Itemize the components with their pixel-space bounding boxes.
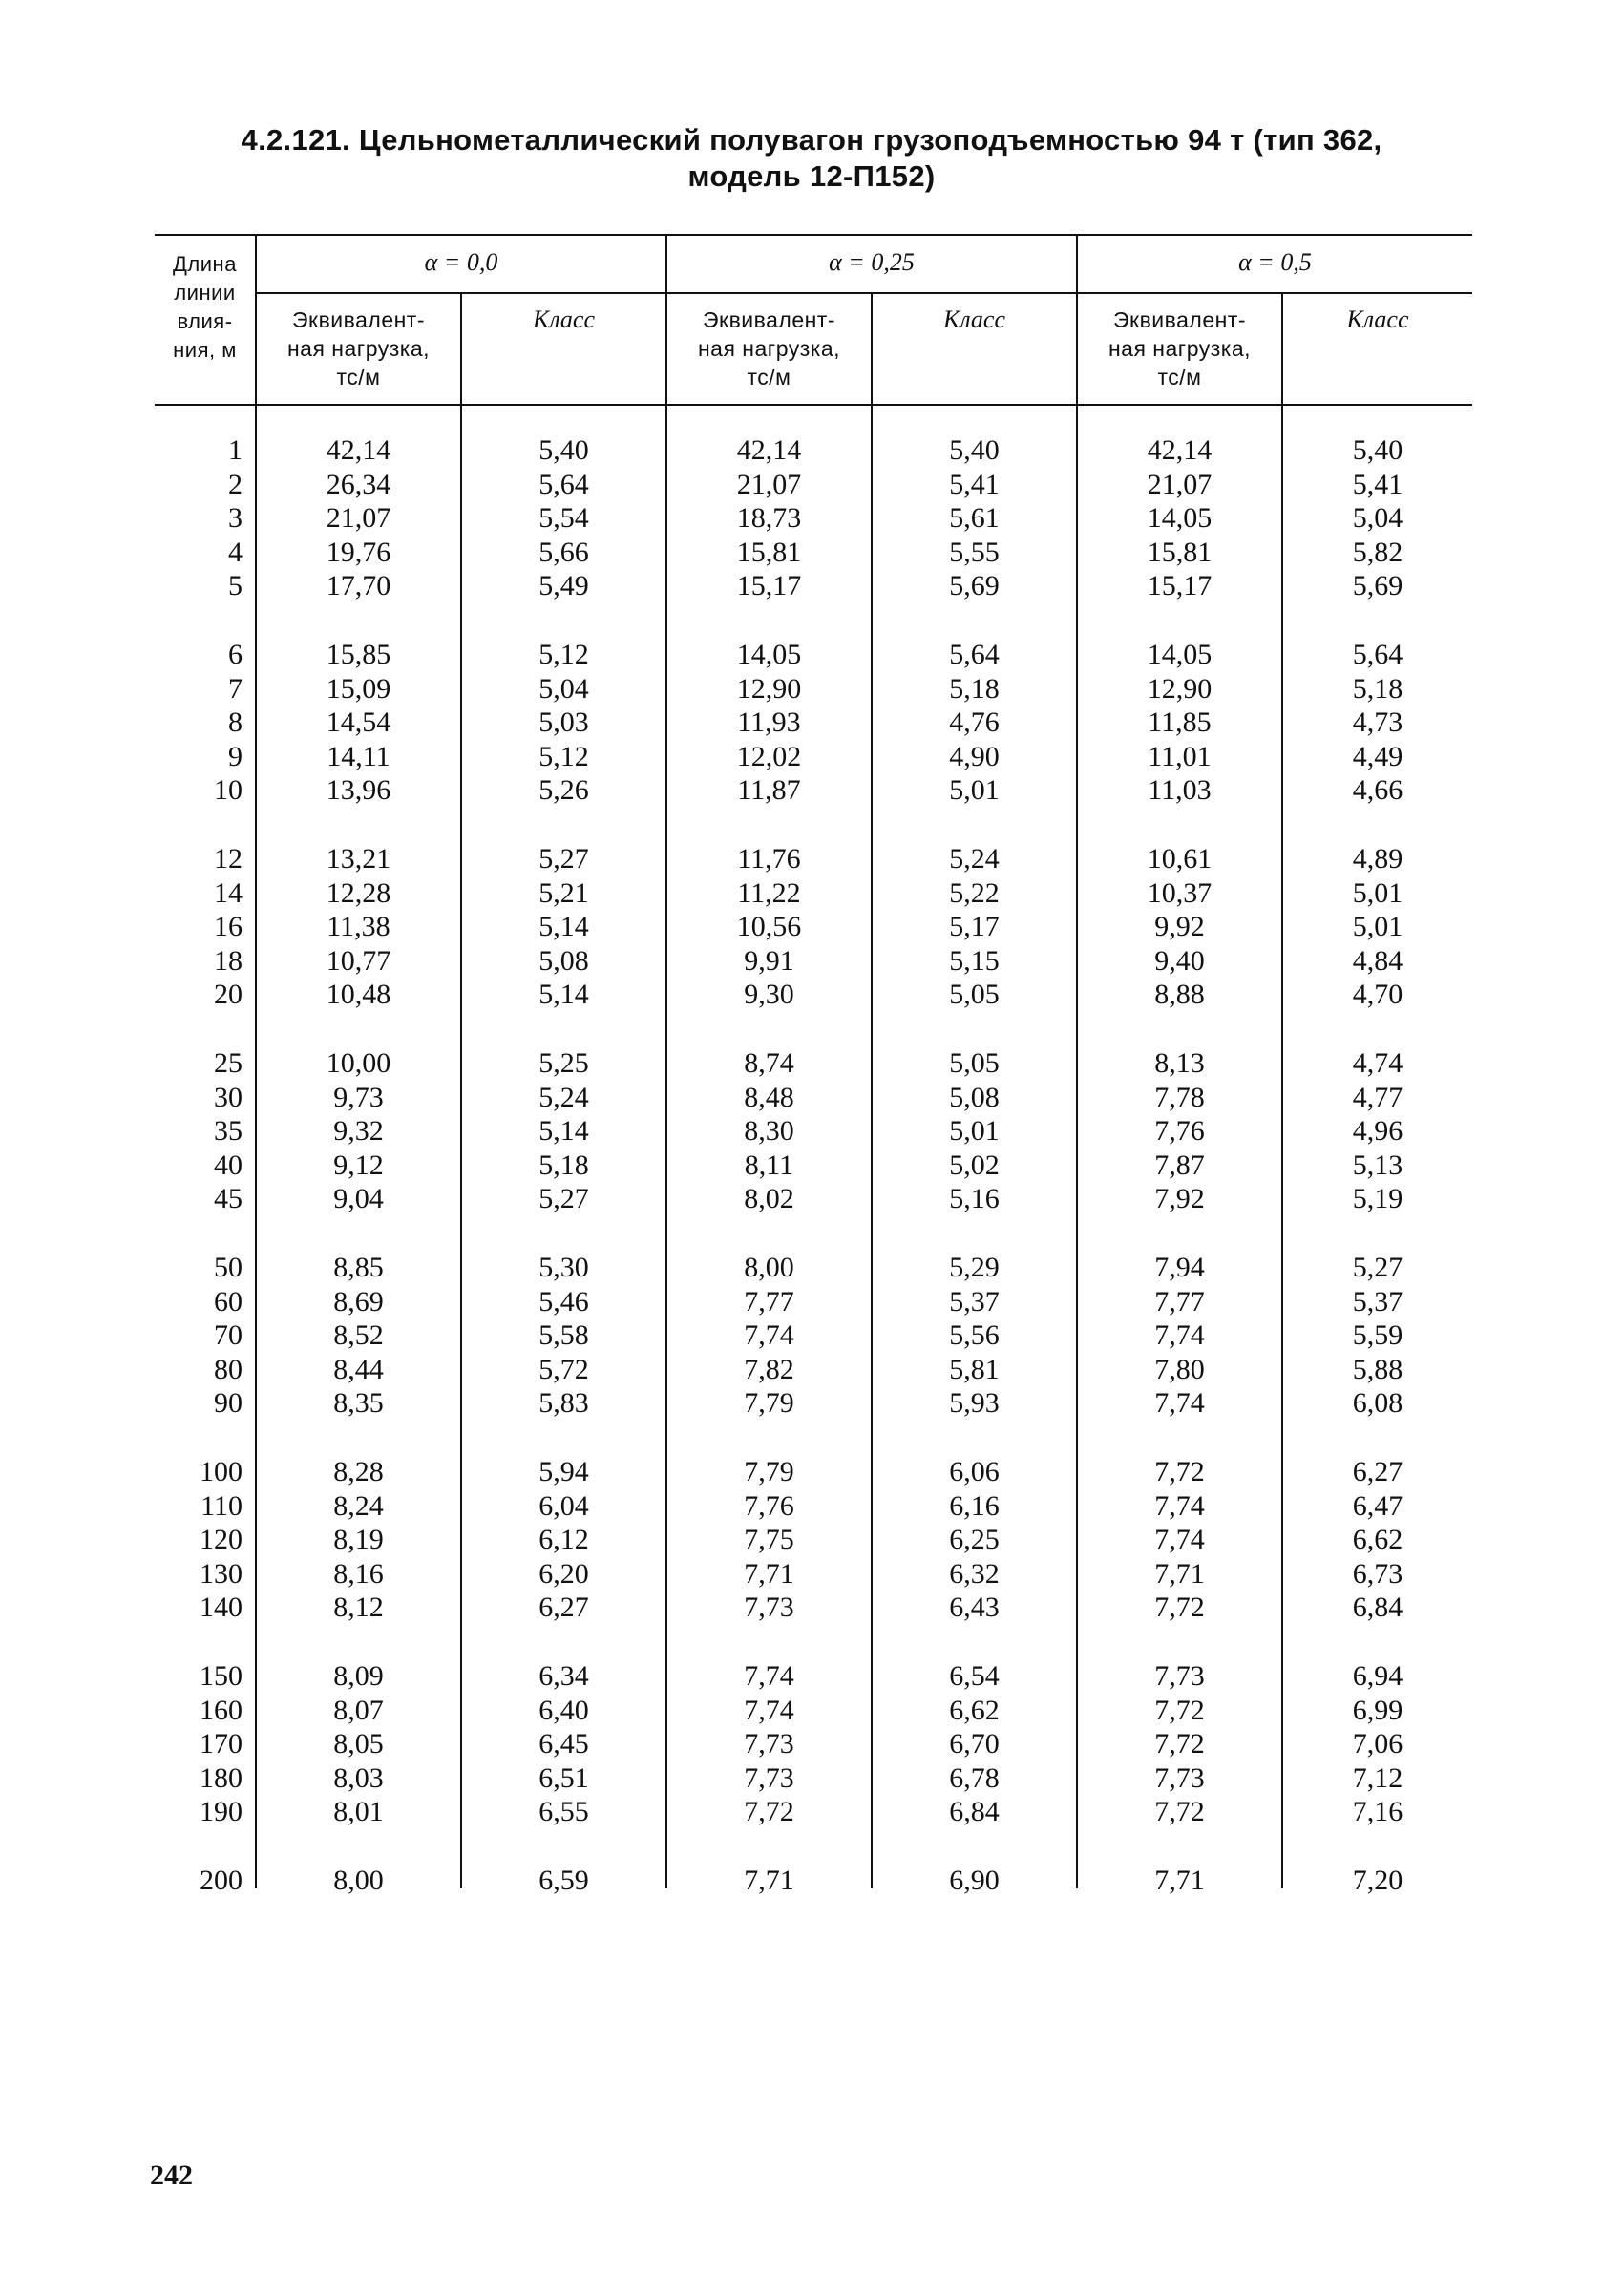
page-title bbox=[153, 122, 1470, 195]
length-cell: 170 bbox=[200, 1728, 243, 1760]
class-cell: 5,40 bbox=[1352, 434, 1403, 466]
class-cell: 5,18 bbox=[538, 1149, 589, 1181]
load-cell: 8,11 bbox=[744, 1149, 794, 1181]
load-cell: 7,79 bbox=[744, 1387, 794, 1420]
load-cell: 15,17 bbox=[1147, 570, 1213, 602]
class-cell: 6,51 bbox=[538, 1761, 589, 1794]
load-cell: 21,07 bbox=[736, 468, 802, 500]
class-cell: 6,40 bbox=[538, 1694, 589, 1726]
load-cell: 7,75 bbox=[744, 1524, 794, 1556]
class-cell: 6,62 bbox=[1352, 1524, 1403, 1556]
load-cell: 26,34 bbox=[326, 468, 391, 500]
class-cell: 5,37 bbox=[949, 1285, 1000, 1318]
load-cell: 8,13 bbox=[1154, 1047, 1205, 1079]
load-cell: 12,90 bbox=[736, 672, 802, 705]
class-cell: 6,84 bbox=[1352, 1592, 1403, 1624]
load-cell: 8,01 bbox=[333, 1796, 384, 1828]
class-cell: 4,77 bbox=[1352, 1081, 1403, 1113]
load-cell: 7,74 bbox=[744, 1660, 794, 1692]
load-header-line: ная нагрузка, bbox=[697, 336, 841, 361]
length-cell: 50 bbox=[214, 1252, 243, 1283]
load-cell: 12,90 bbox=[1147, 672, 1213, 705]
load-cell: 19,76 bbox=[326, 536, 391, 568]
class-cell: 5,24 bbox=[538, 1081, 589, 1113]
class-cell: 7,20 bbox=[1352, 1865, 1403, 1896]
length-cell: 25 bbox=[214, 1047, 243, 1079]
title-line-1: 4.2.121. Цельнометаллический полувагон грузоподъемностью 94 т (тип 362, bbox=[241, 123, 1382, 157]
load-cell: 42,14 bbox=[1147, 434, 1213, 466]
load-cell: 7,77 bbox=[1154, 1285, 1205, 1318]
load-cell: 15,17 bbox=[736, 570, 802, 602]
class-cell: 5,16 bbox=[949, 1183, 1000, 1215]
class-cell: 5,40 bbox=[949, 434, 1000, 466]
class-cell: 5,14 bbox=[538, 911, 589, 943]
length-cell: 160 bbox=[200, 1694, 243, 1726]
length-cell: 4 bbox=[228, 536, 243, 568]
class-cell: 5,13 bbox=[1352, 1149, 1403, 1181]
length-cell: 190 bbox=[200, 1796, 243, 1828]
load-cell: 7,71 bbox=[744, 1557, 794, 1590]
class-cell: 5,24 bbox=[949, 843, 1000, 875]
load-cell: 7,73 bbox=[1154, 1761, 1205, 1794]
load-cell: 7,74 bbox=[1154, 1524, 1205, 1556]
page-number: 242 bbox=[150, 2160, 193, 2191]
class-cell: 5,30 bbox=[538, 1252, 589, 1283]
class-cell: 5,56 bbox=[949, 1319, 1000, 1352]
class-cell: 5,27 bbox=[538, 1183, 589, 1215]
class-cell: 5,08 bbox=[538, 944, 589, 977]
class-cell: 5,81 bbox=[949, 1353, 1000, 1385]
class-cell: 6,34 bbox=[538, 1660, 589, 1692]
class-cell: 6,27 bbox=[1352, 1456, 1403, 1487]
length-cell: 45 bbox=[214, 1183, 243, 1215]
class-cell: 4,89 bbox=[1352, 843, 1403, 875]
class-cell: 5,64 bbox=[1352, 639, 1403, 670]
class-cell: 6,25 bbox=[949, 1524, 1000, 1556]
load-cell: 9,40 bbox=[1154, 944, 1205, 977]
load-cell: 7,74 bbox=[1154, 1489, 1205, 1522]
load-cell: 15,09 bbox=[326, 672, 391, 705]
alpha-group-header: α = 0,5 bbox=[1238, 248, 1312, 276]
load-cell: 7,78 bbox=[1154, 1081, 1205, 1113]
length-cell: 90 bbox=[214, 1387, 243, 1420]
class-cell: 5,64 bbox=[538, 468, 589, 500]
class-cell: 5,12 bbox=[538, 639, 589, 670]
class-cell: 6,84 bbox=[949, 1796, 1000, 1828]
load-cell: 8,24 bbox=[333, 1489, 384, 1522]
class-cell: 7,06 bbox=[1352, 1728, 1403, 1760]
class-cell: 5,69 bbox=[1352, 570, 1403, 602]
load-header-line: Эквивалент- bbox=[1112, 307, 1247, 332]
length-header bbox=[155, 250, 255, 365]
group-header-rule bbox=[257, 292, 1472, 294]
load-header-line: тс/м bbox=[336, 365, 381, 390]
class-cell: 6,08 bbox=[1352, 1387, 1403, 1420]
load-cell: 18,73 bbox=[736, 502, 802, 535]
load-cell: 8,52 bbox=[333, 1319, 384, 1352]
class-cell: 5,21 bbox=[538, 876, 589, 909]
class-cell: 5,58 bbox=[538, 1319, 589, 1352]
length-cell: 60 bbox=[214, 1285, 243, 1318]
load-cell: 7,77 bbox=[744, 1285, 794, 1318]
length-cell: 120 bbox=[200, 1524, 243, 1556]
class-cell: 5,18 bbox=[1352, 672, 1403, 705]
load-cell: 7,73 bbox=[744, 1761, 794, 1794]
class-cell: 5,19 bbox=[1352, 1183, 1403, 1215]
class-cell: 5,03 bbox=[538, 706, 589, 739]
load-cell: 13,96 bbox=[326, 774, 391, 807]
load-cell: 21,07 bbox=[326, 502, 391, 535]
length-cell: 35 bbox=[214, 1115, 243, 1148]
class-cell: 6,73 bbox=[1352, 1557, 1403, 1590]
load-cell: 7,87 bbox=[1154, 1149, 1205, 1181]
class-cell: 5,15 bbox=[949, 944, 1000, 977]
class-cell: 5,22 bbox=[949, 876, 1000, 909]
class-cell: 4,73 bbox=[1352, 706, 1403, 739]
class-cell: 5,01 bbox=[949, 1115, 1000, 1148]
class-cell: 4,84 bbox=[1352, 944, 1403, 977]
class-cell: 5,46 bbox=[538, 1285, 589, 1318]
load-cell: 14,05 bbox=[1147, 502, 1213, 535]
load-cell: 10,77 bbox=[326, 944, 391, 977]
load-cell: 8,02 bbox=[744, 1183, 794, 1215]
class-cell: 5,41 bbox=[949, 468, 1000, 500]
class-cell: 5,69 bbox=[949, 570, 1000, 602]
load-cell: 7,76 bbox=[1154, 1115, 1205, 1148]
class-cell: 5,01 bbox=[949, 774, 1000, 807]
length-header-line: линии bbox=[174, 281, 236, 305]
load-cell: 7,71 bbox=[1154, 1865, 1205, 1896]
load-cell: 42,14 bbox=[736, 434, 802, 466]
class-cell: 5,01 bbox=[1352, 876, 1403, 909]
load-cell: 7,76 bbox=[744, 1489, 794, 1522]
load-cell: 9,92 bbox=[1154, 911, 1205, 943]
table-top-rule bbox=[155, 234, 1472, 236]
class-cell: 5,93 bbox=[949, 1387, 1000, 1420]
load-cell: 7,74 bbox=[1154, 1387, 1205, 1420]
class-header: Класс bbox=[943, 306, 1005, 333]
load-cell: 12,28 bbox=[326, 876, 391, 909]
class-cell: 5,27 bbox=[1352, 1252, 1403, 1283]
load-cell: 12,02 bbox=[736, 740, 802, 772]
load-cell: 11,22 bbox=[737, 876, 801, 909]
load-cell: 7,82 bbox=[744, 1353, 794, 1385]
load-cell: 7,72 bbox=[744, 1796, 794, 1828]
length-cell: 100 bbox=[200, 1456, 243, 1487]
load-header-line: ная нагрузка, bbox=[1107, 336, 1252, 361]
class-cell: 4,76 bbox=[949, 706, 1000, 739]
load-cell: 15,81 bbox=[1147, 536, 1213, 568]
length-cell: 6 bbox=[228, 639, 243, 670]
class-header: Класс bbox=[533, 306, 595, 333]
load-header-line: ная нагрузка, bbox=[286, 336, 431, 361]
class-cell: 5,61 bbox=[949, 502, 1000, 535]
class-cell: 7,16 bbox=[1352, 1796, 1403, 1828]
load-cell: 11,01 bbox=[1148, 740, 1212, 772]
title-line-2: модель 12-П152) bbox=[687, 159, 936, 193]
class-cell: 5,59 bbox=[1352, 1319, 1403, 1352]
load-cell: 8,30 bbox=[744, 1115, 794, 1148]
load-cell: 15,85 bbox=[326, 639, 391, 670]
load-cell: 11,38 bbox=[327, 911, 390, 943]
load-cell: 8,44 bbox=[333, 1353, 384, 1385]
class-cell: 5,54 bbox=[538, 502, 589, 535]
load-cell: 8,69 bbox=[333, 1285, 384, 1318]
length-cell: 130 bbox=[200, 1557, 243, 1590]
length-cell: 3 bbox=[228, 502, 243, 535]
load-cell: 11,85 bbox=[1148, 706, 1212, 739]
class-cell: 6,90 bbox=[949, 1865, 1000, 1896]
class-cell: 5,18 bbox=[949, 672, 1000, 705]
load-cell: 7,72 bbox=[1154, 1694, 1205, 1726]
length-cell: 80 bbox=[214, 1353, 243, 1385]
length-cell: 8 bbox=[228, 706, 243, 739]
load-cell: 8,07 bbox=[333, 1694, 384, 1726]
class-cell: 5,55 bbox=[949, 536, 1000, 568]
load-cell: 11,03 bbox=[1148, 774, 1212, 807]
class-cell: 6,55 bbox=[538, 1796, 589, 1828]
load-cell: 14,05 bbox=[1147, 639, 1213, 670]
load-cell: 7,72 bbox=[1154, 1456, 1205, 1487]
length-cell: 200 bbox=[200, 1865, 243, 1896]
load-cell: 8,35 bbox=[333, 1387, 384, 1420]
alpha-group-header: α = 0,0 bbox=[424, 248, 498, 276]
class-cell: 6,59 bbox=[538, 1865, 589, 1896]
class-cell: 5,41 bbox=[1352, 468, 1403, 500]
load-cell: 7,72 bbox=[1154, 1796, 1205, 1828]
class-cell: 6,47 bbox=[1352, 1489, 1403, 1522]
load-cell: 8,74 bbox=[744, 1047, 794, 1079]
load-cell: 7,73 bbox=[744, 1728, 794, 1760]
load-cell: 7,72 bbox=[1154, 1592, 1205, 1624]
load-cell: 10,37 bbox=[1147, 876, 1213, 909]
class-cell: 6,45 bbox=[538, 1728, 589, 1760]
class-cell: 6,04 bbox=[538, 1489, 589, 1522]
class-cell: 5,88 bbox=[1352, 1353, 1403, 1385]
class-cell: 5,49 bbox=[538, 570, 589, 602]
class-cell: 6,54 bbox=[949, 1660, 1000, 1692]
class-cell: 4,96 bbox=[1352, 1115, 1403, 1148]
length-cell: 140 bbox=[200, 1592, 243, 1624]
load-cell: 11,93 bbox=[737, 706, 801, 739]
class-cell: 4,66 bbox=[1352, 774, 1403, 807]
class-cell: 5,14 bbox=[538, 979, 589, 1011]
class-cell: 6,06 bbox=[949, 1456, 1000, 1487]
load-cell: 14,05 bbox=[736, 639, 802, 670]
class-cell: 5,26 bbox=[538, 774, 589, 807]
class-header: Класс bbox=[1346, 306, 1409, 333]
load-cell: 14,11 bbox=[327, 740, 390, 772]
load-header bbox=[257, 306, 460, 391]
load-cell: 9,73 bbox=[333, 1081, 384, 1113]
class-cell: 4,74 bbox=[1352, 1047, 1403, 1079]
load-cell: 8,85 bbox=[333, 1252, 384, 1283]
load-cell: 10,00 bbox=[326, 1047, 391, 1079]
load-header-line: тс/м bbox=[1157, 365, 1202, 390]
class-cell: 5,82 bbox=[1352, 536, 1403, 568]
class-cell: 6,62 bbox=[949, 1694, 1000, 1726]
class-cell: 5,72 bbox=[538, 1353, 589, 1385]
load-cell: 8,00 bbox=[333, 1865, 384, 1896]
class-cell: 5,83 bbox=[538, 1387, 589, 1420]
load-cell: 8,09 bbox=[333, 1660, 384, 1692]
load-cell: 10,61 bbox=[1147, 843, 1213, 875]
load-cell: 9,30 bbox=[744, 979, 794, 1011]
class-cell: 5,40 bbox=[538, 434, 589, 466]
load-cell: 7,71 bbox=[744, 1865, 794, 1896]
load-cell: 7,73 bbox=[744, 1592, 794, 1624]
class-cell: 6,70 bbox=[949, 1728, 1000, 1760]
load-cell: 9,12 bbox=[333, 1149, 384, 1181]
class-cell: 4,49 bbox=[1352, 740, 1403, 772]
load-cell: 9,91 bbox=[744, 944, 794, 977]
length-cell: 9 bbox=[228, 740, 243, 772]
class-cell: 6,16 bbox=[949, 1489, 1000, 1522]
length-cell: 16 bbox=[214, 911, 243, 943]
length-cell: 40 bbox=[214, 1149, 243, 1181]
class-cell: 5,02 bbox=[949, 1149, 1000, 1181]
length-cell: 2 bbox=[228, 468, 243, 500]
load-cell: 7,73 bbox=[1154, 1660, 1205, 1692]
length-cell: 18 bbox=[214, 944, 243, 977]
length-cell: 14 bbox=[214, 876, 243, 909]
length-cell: 1 bbox=[228, 434, 243, 466]
load-header-line: Эквивалент- bbox=[291, 307, 426, 332]
load-cell: 9,32 bbox=[333, 1115, 384, 1148]
load-cell: 8,88 bbox=[1154, 979, 1205, 1011]
class-cell: 6,43 bbox=[949, 1592, 1000, 1624]
load-cell: 10,48 bbox=[326, 979, 391, 1011]
load-cell: 21,07 bbox=[1147, 468, 1213, 500]
class-cell: 6,94 bbox=[1352, 1660, 1403, 1692]
length-cell: 5 bbox=[228, 570, 243, 602]
load-header-line: Эквивалент- bbox=[702, 307, 836, 332]
class-cell: 5,29 bbox=[949, 1252, 1000, 1283]
load-cell: 42,14 bbox=[326, 434, 391, 466]
load-cell: 7,92 bbox=[1154, 1183, 1205, 1215]
class-cell: 5,25 bbox=[538, 1047, 589, 1079]
class-cell: 4,90 bbox=[949, 740, 1000, 772]
length-cell: 70 bbox=[214, 1319, 243, 1352]
load-header bbox=[1078, 306, 1281, 391]
class-cell: 6,27 bbox=[538, 1592, 589, 1624]
class-cell: 5,04 bbox=[1352, 502, 1403, 535]
load-cell: 15,81 bbox=[736, 536, 802, 568]
class-cell: 6,32 bbox=[949, 1557, 1000, 1590]
load-cell: 8,28 bbox=[333, 1456, 384, 1487]
load-cell: 8,12 bbox=[333, 1592, 384, 1624]
load-cell: 8,03 bbox=[333, 1761, 384, 1794]
class-cell: 5,27 bbox=[538, 843, 589, 875]
load-cell: 8,19 bbox=[333, 1524, 384, 1556]
load-cell: 7,74 bbox=[744, 1694, 794, 1726]
load-cell: 14,54 bbox=[326, 706, 391, 739]
load-cell: 11,76 bbox=[737, 843, 801, 875]
class-cell: 5,37 bbox=[1352, 1285, 1403, 1318]
load-cell: 7,80 bbox=[1154, 1353, 1205, 1385]
load-header bbox=[667, 306, 871, 391]
load-cell: 7,72 bbox=[1154, 1728, 1205, 1760]
class-cell: 5,17 bbox=[949, 911, 1000, 943]
load-cell: 8,48 bbox=[744, 1081, 794, 1113]
load-cell: 9,04 bbox=[333, 1183, 384, 1215]
length-cell: 30 bbox=[214, 1081, 243, 1113]
class-cell: 5,64 bbox=[949, 639, 1000, 670]
class-cell: 6,12 bbox=[538, 1524, 589, 1556]
class-cell: 7,12 bbox=[1352, 1761, 1403, 1794]
load-cell: 7,79 bbox=[744, 1456, 794, 1487]
class-cell: 6,78 bbox=[949, 1761, 1000, 1794]
class-cell: 5,12 bbox=[538, 740, 589, 772]
class-cell: 5,66 bbox=[538, 536, 589, 568]
class-cell: 5,94 bbox=[538, 1456, 589, 1487]
load-cell: 17,70 bbox=[326, 570, 391, 602]
class-cell: 6,20 bbox=[538, 1557, 589, 1590]
class-cell: 6,99 bbox=[1352, 1694, 1403, 1726]
class-cell: 5,05 bbox=[949, 1047, 1000, 1079]
load-cell: 7,74 bbox=[744, 1319, 794, 1352]
length-cell: 7 bbox=[228, 672, 243, 705]
load-cell: 7,74 bbox=[1154, 1319, 1205, 1352]
length-cell: 20 bbox=[214, 979, 243, 1011]
load-cell: 7,94 bbox=[1154, 1252, 1205, 1283]
load-cell: 8,16 bbox=[333, 1557, 384, 1590]
load-cell: 11,87 bbox=[737, 774, 801, 807]
load-header-line: тс/м bbox=[747, 365, 791, 390]
class-cell: 4,70 bbox=[1352, 979, 1403, 1011]
length-header-line: влия- bbox=[177, 309, 233, 333]
class-cell: 5,01 bbox=[1352, 911, 1403, 943]
length-cell: 150 bbox=[200, 1660, 243, 1692]
length-cell: 110 bbox=[200, 1489, 243, 1522]
load-cell: 10,56 bbox=[736, 911, 802, 943]
length-header-line: ния, м bbox=[173, 338, 237, 362]
load-cell: 8,00 bbox=[744, 1252, 794, 1283]
class-cell: 5,08 bbox=[949, 1081, 1000, 1113]
load-cell: 13,21 bbox=[326, 843, 391, 875]
length-cell: 180 bbox=[200, 1761, 243, 1794]
load-cell: 7,71 bbox=[1154, 1557, 1205, 1590]
load-cell: 8,05 bbox=[333, 1728, 384, 1760]
header-bottom-rule bbox=[155, 404, 1472, 406]
length-cell: 12 bbox=[214, 843, 243, 875]
class-cell: 5,04 bbox=[538, 672, 589, 705]
class-cell: 5,14 bbox=[538, 1115, 589, 1148]
alpha-group-header: α = 0,25 bbox=[829, 248, 915, 276]
class-cell: 5,05 bbox=[949, 979, 1000, 1011]
length-header-line: Длина bbox=[173, 252, 237, 276]
length-cell: 10 bbox=[214, 774, 243, 807]
